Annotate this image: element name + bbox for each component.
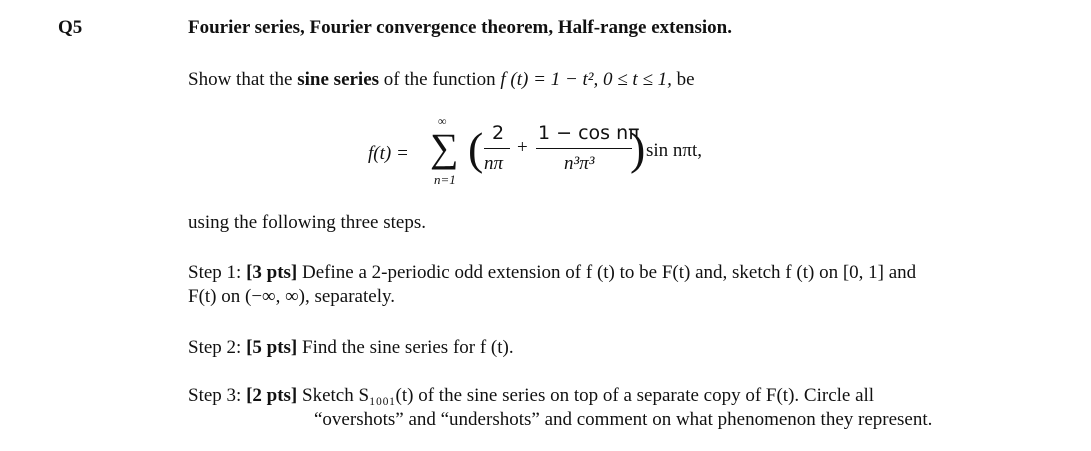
close-paren: ) xyxy=(630,123,646,174)
intro-bold: sine series xyxy=(297,69,380,90)
sum-lower-limit: n=1 xyxy=(434,172,456,187)
sum-upper-limit: ∞ xyxy=(438,114,447,128)
frac2-denominator: n³π³ xyxy=(564,153,595,174)
step-3-label: Step 3: xyxy=(188,385,242,406)
step-3-text: Sketch S₁₀₀₁(t) of the sine series on top of a separate copy of F(t). Circle all xyxy=(302,385,875,406)
sine-series-formula xyxy=(368,106,748,196)
step-2-points: [5 pts] xyxy=(246,337,298,358)
step-3-line-1 xyxy=(188,385,874,407)
plus-sign: + xyxy=(517,137,528,158)
frac1-denominator: nπ xyxy=(484,153,504,174)
step-1-text: Define a 2-periodic odd extension of f (t) to be F(t) and, sketch f (t) on [0, 1] and xyxy=(302,262,917,283)
intro-suffix: be xyxy=(676,69,695,90)
frac1-bar xyxy=(484,148,510,149)
question-number: Q5 xyxy=(58,17,83,38)
formula-lhs: f(t) = xyxy=(368,143,409,164)
step-1-line-2: F(t) on (−∞, ∞), separately. xyxy=(188,286,395,307)
step-3-line-2: “overshots” and “undershots” and comment on what phenomenon they represent. xyxy=(314,409,933,430)
step-1-label: Step 1: xyxy=(188,262,242,283)
question-topic: Fourier series, Fourier convergence theorem, Half-range extension. xyxy=(188,17,732,38)
open-paren: ( xyxy=(468,123,484,174)
step-2-line xyxy=(188,337,514,359)
frac2-numerator: 1 − cos nπ xyxy=(538,122,640,144)
intro-line xyxy=(188,69,695,91)
frac2-bar xyxy=(536,148,632,149)
frac1-numerator: 2 xyxy=(492,122,505,144)
function-definition: f (t) = 1 − t², 0 ≤ t ≤ 1, xyxy=(500,69,672,90)
formula-tail: sin nπt, xyxy=(646,140,703,161)
step-1-points: [3 pts] xyxy=(246,262,298,283)
intro-prefix: Show that the xyxy=(188,69,293,90)
step-2-text: Find the sine series for f (t). xyxy=(302,337,514,358)
step-1-line-1 xyxy=(188,262,916,284)
summation-sign: ∑ xyxy=(430,125,459,170)
step-2-label: Step 2: xyxy=(188,337,242,358)
step-3-points: [2 pts] xyxy=(246,385,298,406)
steps-intro: using the following three steps. xyxy=(188,212,426,233)
intro-mid: of the function xyxy=(383,69,496,90)
